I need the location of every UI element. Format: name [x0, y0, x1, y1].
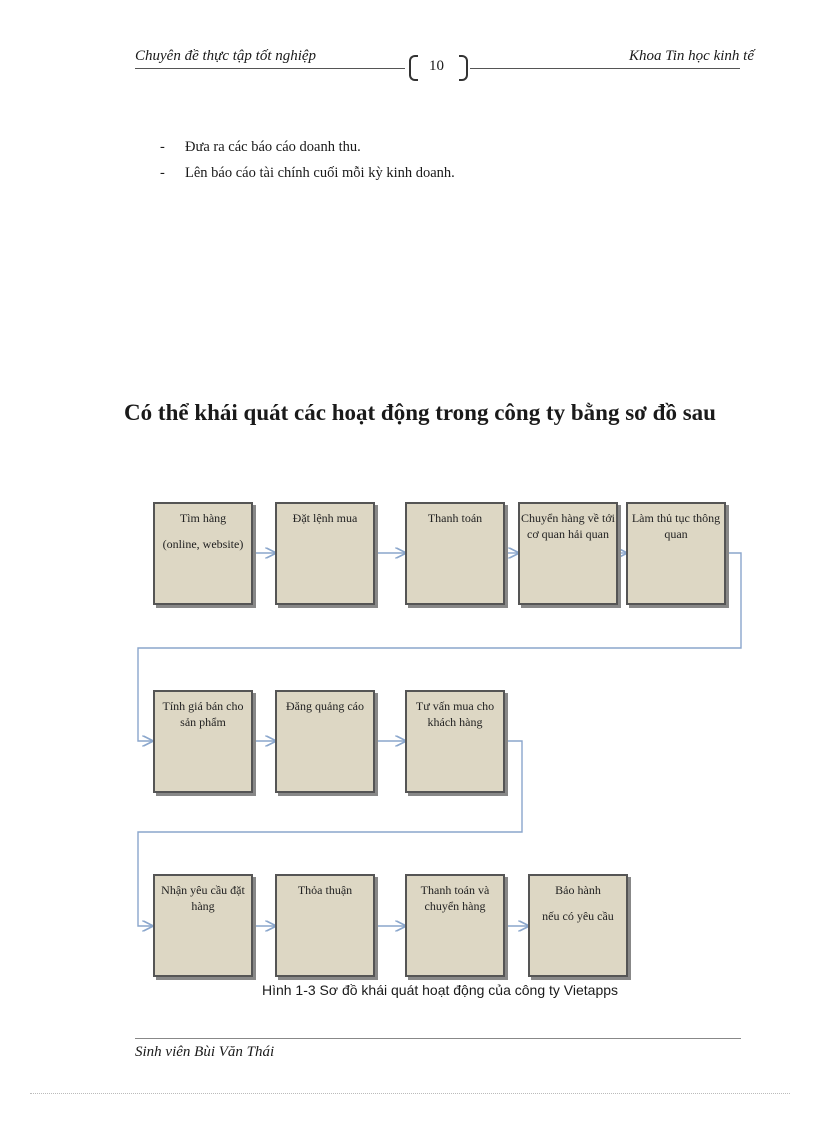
header-left-title: Chuyên đề thực tập tốt nghiệp	[135, 48, 317, 64]
flow-box-payment	[405, 502, 505, 605]
header-right-title: Khoa Tin học kinh tế	[629, 48, 754, 64]
flow-box-customs-clearance	[626, 502, 726, 605]
flow-box-advertising	[275, 690, 375, 793]
flow-box-text: Nhận yêu cầu đặt hàng	[161, 883, 245, 913]
flow-box-receive-order	[153, 874, 253, 977]
flow-box-text: Chuyển hàng về tới cơ quan hải quan	[521, 511, 615, 541]
flow-box-consulting	[405, 690, 505, 793]
flow-box-text-2: (online, website)	[162, 537, 244, 551]
footer-rule	[135, 1038, 741, 1039]
flow-box-warranty	[528, 874, 628, 977]
bullet-item-revenue: - Đưa ra các báo cáo doanh thu.	[160, 134, 455, 160]
header-right-rule	[470, 68, 740, 69]
flow-box-text: Thanh toán và chuyển hàng	[420, 883, 490, 913]
page-bottom-divider	[30, 1093, 790, 1094]
flow-box-text: Thỏa thuận	[297, 883, 353, 897]
section-heading: Có thể khái quát các hoạt động trong công ty bằng sơ đồ sau	[124, 400, 716, 425]
flow-box-text: Tư vấn mua cho khách hàng	[415, 699, 495, 729]
figure-caption: Hình 1-3 Sơ đồ khái quát hoạt động của công ty Vietapps	[261, 982, 619, 998]
bullet-item-financial: - Lên báo cáo tài chính cuối mỗi kỳ kinh doanh.	[160, 160, 455, 186]
flow-box-place-order	[275, 502, 375, 605]
bullet-list	[160, 134, 455, 186]
flow-box-ship-to-customs	[518, 502, 618, 605]
flow-box-text: Bảo hành	[555, 883, 601, 897]
flow-box-text: Đăng quảng cáo	[286, 699, 364, 713]
flow-box-text: Tính giá bán cho sản phẩm	[162, 699, 244, 729]
flow-box-text-2: nếu có yêu cầu	[542, 909, 614, 923]
flow-box-pay-and-ship	[405, 874, 505, 977]
flow-box-text: Làm thủ tục thông quan	[631, 511, 721, 541]
page-number: 10	[429, 58, 444, 74]
page-number-left-brace	[409, 55, 418, 81]
page-number-right-brace	[459, 55, 468, 81]
flow-box-text: Đặt lệnh mua	[292, 511, 358, 525]
header-left-rule	[135, 68, 405, 69]
flow-box-text: Thanh toán	[427, 511, 483, 525]
flow-box-text: Tìm hàng	[179, 511, 227, 525]
flow-box-agreement	[275, 874, 375, 977]
flow-box-pricing	[153, 690, 253, 793]
footer-author: Sinh viên Bùi Văn Thái	[135, 1044, 275, 1060]
flow-box-find-goods	[153, 502, 253, 605]
